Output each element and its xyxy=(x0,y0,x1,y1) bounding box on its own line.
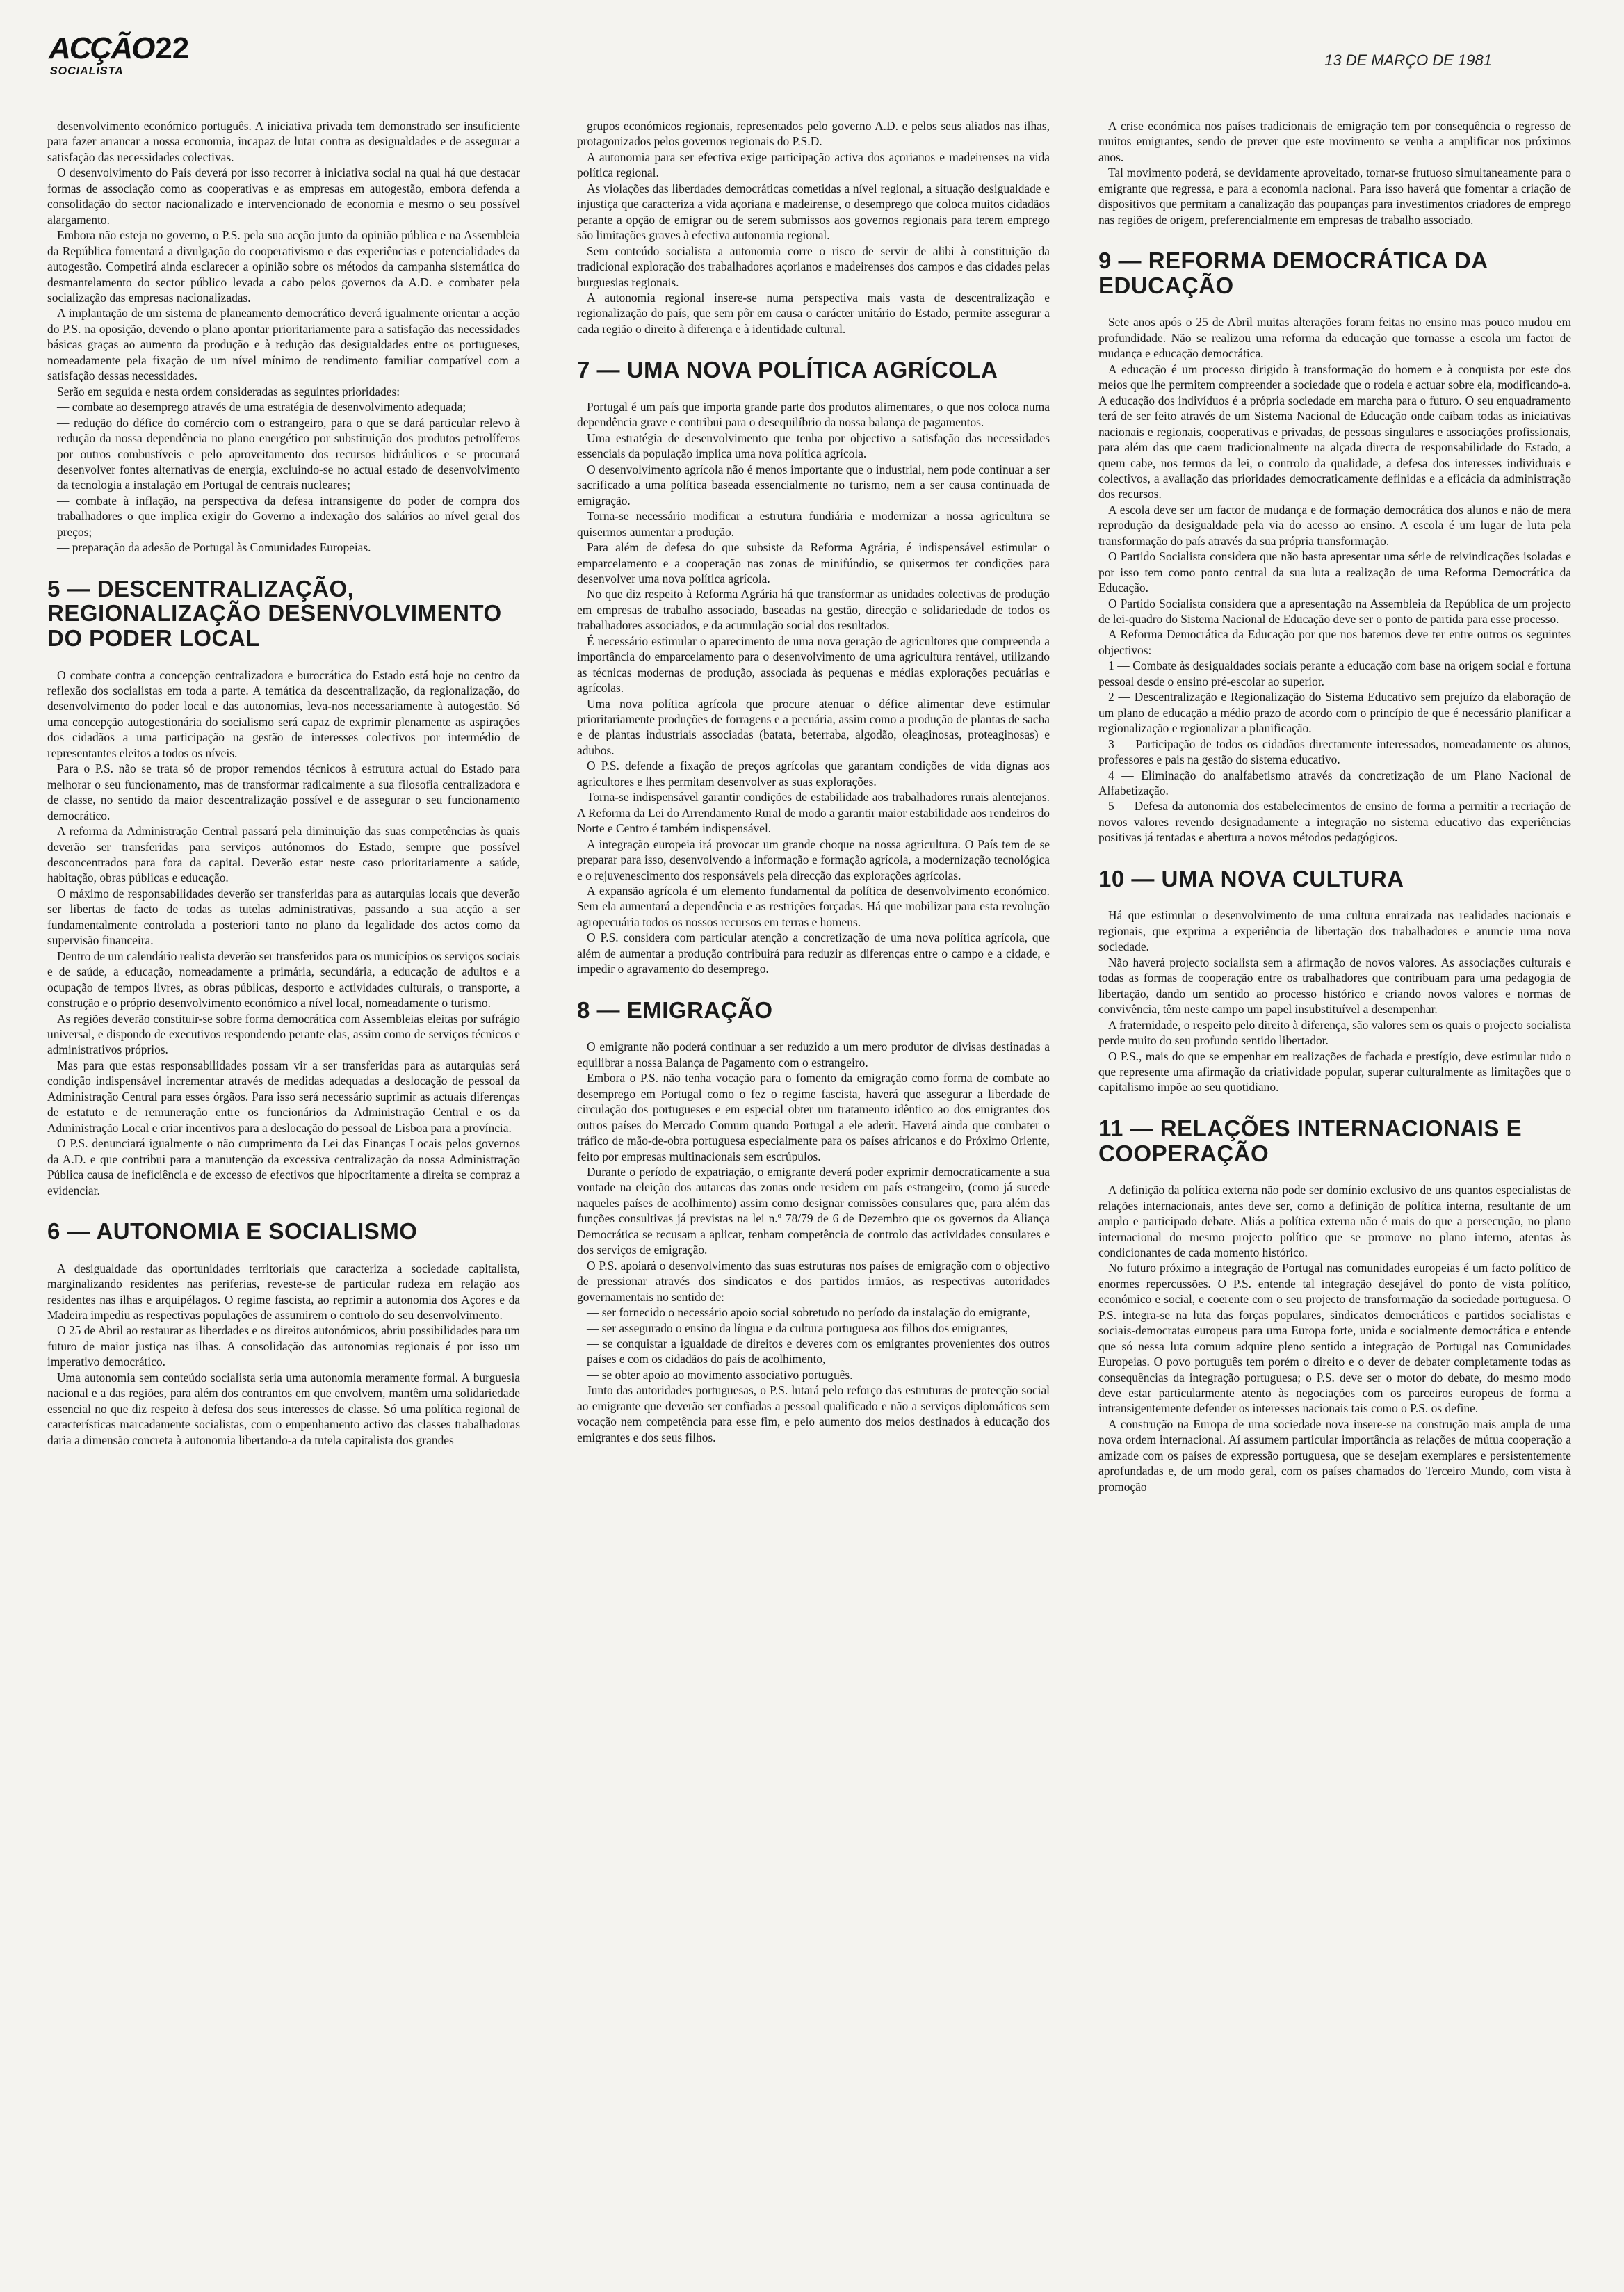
paragraph: No que diz respeito à Reforma Agrária há que transformar as unidades colectivas de produção em empresas de trabalho associado, baseadas na gestão, direcção e solidariedade de todos os trabalhadores associados, e da acumulação social dos resultados. xyxy=(577,587,1050,633)
masthead xyxy=(49,33,189,64)
page-number: 22 xyxy=(155,31,190,65)
list-item: — redução do défice do comércio com o estrangeiro, para o que se dará particular relevo à redução da nossa dependência no plano energético por substituição dos produtos petrolíferos por outros combustíveis e pelo aproveitamento dos recursos hidráulicos e se procurará desenvolver fontes alternativas de energia, excluindo-se no actual estado de desenvolvimento da tecnologia a instalação em Portugal de centrais nucleares; xyxy=(57,415,520,492)
paragraph: O emigrante não poderá continuar a ser reduzido a um mero produtor de divisas destinadas a equilibrar a nossa Balança de Pagamento com o estrangeiro. xyxy=(577,1040,1050,1070)
paragraph: Embora o P.S. não tenha vocação para o fomento da emigração como forma de combate ao desemprego em Portugal como o fez o regime fascista, haverá que assegurar a liberdade de circulação dos portugueses e em especial obter um tratamento idêntico ao dos emigrantes dos outros países do Mercado Comum quando Portugal a ele aderir. Haverá ainda que combater o tráfico de mão-de-obra portuguesa especialmente para os países africanos e do Próximo Oriente, feito por empresas multinacionais sem escrúpulos. xyxy=(577,1071,1050,1163)
list-item: 4 — Eliminação do analfabetismo através da concretização de um Plano Nacional de Alfabetização. xyxy=(1098,768,1571,798)
paragraph: O máximo de responsabilidades deverão ser transferidas para as autarquias locais que deverão ser libertas de facto de todas as tutelas administrativas, passando a sua acção a ser fundamentalmente controlada a posteriori tanto no plano da legalidade dos actos como da supervisão financeira. xyxy=(47,886,520,948)
paragraph: As regiões deverão constituir-se sobre forma democrática com Assembleias eleitas por sufrágio universal, e dispondo de executivos respondendo perante elas, assim como de serviços técnicos e administrativos próprios. xyxy=(47,1011,520,1057)
paragraph: O P.S., mais do que se empenhar em realizações de fachada e prestígio, deve estimular tudo o que represente uma afirmação da criatividade popular, superar culturalmente as limitações que o capitalismo impõe ao seu quotidiano. xyxy=(1098,1049,1571,1095)
paragraph: O Partido Socialista considera que não basta apresentar uma série de reivindicações isoladas e por isso tem como ponto central da sua luta a realização de uma Reforma Democrática da Educação. xyxy=(1098,549,1571,595)
section-heading-10: 10 — UMA NOVA CULTURA xyxy=(1098,865,1404,891)
section-heading-5: 5 — DESCENTRALIZAÇÃO, REGIONALIZAÇÃO DESENVOLVIMENTO DO PODER LOCAL xyxy=(47,575,502,651)
paragraph: O Partido Socialista considera que a apresentação na Assembleia da República de um projecto de lei-quadro do Sistema Nacional de Educação deve ser o ponto de partida para esse processo. xyxy=(1098,596,1571,627)
list-item: 3 — Participação de todos os cidadãos directamente interessados, nomeadamente os alunos, professores e pais na gestão do sistema educativo. xyxy=(1098,736,1571,767)
paragraph: A crise económica nos países tradicionais de emigração tem por consequência o regresso de muitos emigrantes, sendo de prever que este movimento se venha a amplificar nos próximos anos. xyxy=(1098,119,1571,164)
list-item: 2 — Descentralização e Regionalização do Sistema Educativo sem prejuízo da elaboração de um plano de educação a médio prazo de acordo com o princípio de que é necessário planificar a regionalização e regionalizar a planificação. xyxy=(1098,690,1571,736)
paragraph: A educação é um processo dirigido à transformação do homem e à conquista por este dos meios que lhe permitem compreender a sociedade que o rodeia e actuar sobre ela, modificando-a. A educação dos indivíduos é a própria sociedade em marcha para o futuro. O seu enquadramento terá de ser feito através de um Sistema Nacional de Educação onde caibam todas as iniciativas nacionais e regionais, cooperativas e privadas, de pessoas singulares e associações profissionais, para além das que caem tradicionalmente na alçada directa de responsabilidade do Estado, a quem cabe, nos termos da lei, o controlo da qualidade, a defesa dos interesses individuais e colectivos, a avaliação das prioridades democraticamente definidas e a eficácia da administração dos recursos. xyxy=(1098,362,1571,501)
paragraph: O P.S. defende a fixação de preços agrícolas que garantam condições de vida dignas aos agricultores e lhes permitam desenvolver as suas explorações. xyxy=(577,759,1050,789)
list-item: 5 — Defesa da autonomia dos estabelecimentos de ensino de forma a permitir a recriação de novos valores revendo designadamente a integração no sistema educativo das experiências positivas já tentadas e abertura a novos métodos pedagógicos. xyxy=(1098,799,1571,845)
paragraph: A desigualdade das oportunidades territoriais que caracteriza a sociedade capitalista, marginalizando residentes nas periferias, reveste-se de particular rudeza em relação aos residentes nas ilhas e arquipélagos. O regime fascista, ao reprimir a autonomia dos Açores e da Madeira impediu as respectivas populações de assumirem o controlo do seu desenvolvimento. xyxy=(47,1261,520,1322)
paragraph: Não haverá projecto socialista sem a afirmação de novos valores. As associações culturais e todas as formas de cooperação entre os trabalhadores que contribuam para uma pedagogia de libertação, dando um sentido ao processo histórico e criando novos valores e normas de convivência, têm neste campo um papel insubstituível a desempenhar. xyxy=(1098,955,1571,1017)
paragraph: grupos económicos regionais, representados pelo governo A.D. e pelos seus aliados nas ilhas, protagonizados pelos governos regionais do P.S.D. xyxy=(577,119,1050,149)
paragraph: A autonomia para ser efectiva exige participação activa dos açorianos e madeirenses na vida política regional. xyxy=(577,150,1050,180)
paragraph: Torna-se indispensável garantir condições de estabilidade aos trabalhadores rurais alentejanos. A Reforma da Lei do Arrendamento Rural de modo a garantir maior estabilidade aos rendeiros do Norte e Centro é também indispensável. xyxy=(577,790,1050,836)
paragraph: Tal movimento poderá, se devidamente aproveitado, tornar-se frutuoso simultaneamente para o emigrante que regressa, e para a economia nacional. Para isso haverá que fomentar a criação de dispositivos que permitam a canalização das poupanças para investimentos criadores de emprego nas regiões de origem, preferencialmente em empresas de trabalho associado. xyxy=(1098,166,1571,227)
paragraph: Uma autonomia sem conteúdo socialista seria uma autonomia meramente formal. A burguesia nacional e a das regiões, para além dos contrantos em que envolvem, mantêm uma solidariedade essencial no que diz respeito à defesa dos seus interesses de classe. Só uma política regional de características marcadamente socialistas, com o empenhamento activo das classes trabalhadoras daria a dimensão concreta à autonomia libertando-a da tutela capitalista dos grandes xyxy=(47,1370,520,1447)
paragraph: A autonomia regional insere-se numa perspectiva mais vasta de descentralização e regionalização do país, que sem pôr em causa o carácter unitário do Estado, permite assegurar a cada região o direito à diferença e à identidade cultural. xyxy=(577,290,1050,336)
section-heading-11: 11 — RELAÇÕES INTERNACIONAIS E COOPERAÇÃO xyxy=(1098,1115,1522,1166)
paragraph: O combate contra a concepção centralizadora e burocrática do Estado está hoje no centro da reflexão dos socialistas em toda a parte. A temática da descentralização, da regionalização, do desenvolvimento do poder local e das autonomias, leva-nos necessariamente à autogestão. Só uma concepção autogestionária do socialismo será capaz de exprimir plenamente as aspirações dos cidadãos a uma participação na gestão de interesses colectivos por intermédio de representantes eleitos a todos os níveis. xyxy=(47,668,520,760)
list-item: — ser assegurado o ensino da língua e da cultura portuguesa aos filhos dos emigrantes, xyxy=(587,1321,1009,1335)
section-heading-6: 6 — AUTONOMIA E SOCIALISMO xyxy=(47,1218,418,1244)
paragraph: A Reforma Democrática da Educação por que nos batemos deve ter entre outros os seguintes objectivos: xyxy=(1098,627,1571,657)
issue-date: 13 DE MARÇO DE 1981 xyxy=(1324,51,1492,69)
paragraph: Uma estratégia de desenvolvimento que tenha por objectivo a satisfação das necessidades essenciais da população implica uma nova política agrícola. xyxy=(577,430,1050,461)
masthead-logo: ACÇÃO xyxy=(49,31,154,65)
paragraph: As violações das liberdades democráticas cometidas a nível regional, a situação desigualdade e injustiça que caracteriza a vida açoriana e madeirense, o desemprego que coloca muitos cidadãos perante a opção de emigrar ou de serem submissos aos governos regionais para terem emprego são limitações graves à efectiva autonomia regional. xyxy=(577,181,1050,243)
paragraph: A definição da política externa não pode ser domínio exclusivo de uns quantos especialistas de relações internacionais, antes deve ser, como a definição de política interna, resultante de um amplo e participado debate. Aliás a política externa não é mais do que a persecução, no plano internacional do mesmo projecto político que se promove no plano interno, atentas às condicionantes de cada momento histórico. xyxy=(1098,1183,1571,1259)
paragraph: O 25 de Abril ao restaurar as liberdades e os direitos autonómicos, abriu possibilidades para um futuro de maior justiça nas ilhas. A consolidação das autonomias regionais é por isso um imperativo democrático. xyxy=(47,1323,520,1369)
paragraph: Dentro de um calendário realista deverão ser transferidos para os municípios os serviços sociais e de saúde, a educação, nomeadamente a primária, secundária, a educação de adultos e a ocupação de tempos livres, as obras públicas, desporto e actividades culturais, o transporte, a construção e o próprio desenvolvimento económico a nível local, nomeadamente o turismo. xyxy=(47,949,520,1010)
paragraph: desenvolvimento económico português. A iniciativa privada tem demonstrado ser insuficiente para fazer arrancar a nossa economia, incapaz de lutar contra as desigualdades e de assegurar a satisfação das necessidades colectivas. xyxy=(47,119,520,164)
paragraph: A construção na Europa de uma sociedade nova insere-se na construção mais ampla de uma nova ordem internacional. Aí assumem particular importância as relações de mútua cooperação a amizade com os países de expressão portuguesa, que se desejam exemplares e persistentemente aprofundadas e, de um modo geral, com os países chamados do Terceiro Mundo, com vista à promoção xyxy=(1098,1417,1571,1494)
column-3 xyxy=(1098,118,1571,1494)
paragraph: A fraternidade, o respeito pelo direito à diferença, são valores sem os quais o projecto socialista perde muito do seu profundo sentido libertador. xyxy=(1098,1017,1571,1048)
paragraph: Uma nova política agrícola que procure atenuar o défice alimentar deve estimular prioritariamente produções de forragens e a pecuária, assim como a produção de plantas de sacha e de plantas industriais associadas (batata, beterraba, algodão, oleaginosas, proteaginosas) e adubos. xyxy=(577,696,1050,757)
paragraph: A reforma da Administração Central passará pela diminuição das suas competências às quais deverão ser transferidas para serviços autónomos do Estado, sempre que possível desconcentrados para fora da capital. Deverão estar neste caso prioritariamente a saúde, habitação, obras públicas e educação. xyxy=(47,824,520,885)
paragraph: No futuro próximo a integração de Portugal nas comunidades europeias é um facto político de enormes repercussões. O P.S. entende tal integração desejável do ponto de vista político, económico e social, e coerente com o seu projecto de transformação da sociedade portuguesa. O P.S. integra-se na luta das forças populares, sindicatos democráticos e partidos socialistas e sociais-democratas europeus para uma Europa forte, unida e socialmente democrática e entende que só nessa luta comum adquire pleno sentido a integração de Portugal nas Comunidades Europeias. O povo português tem porém o direito e o dever de debater completamente todas as consequências da integração portuguesa; o P.S. deve ser o motor do debate, do mesmo modo deve estar particularmente atento às negociações com os parceiros europeus de forma a intransigentemente defender os interesses nacionais tais como o P.S. os define. xyxy=(1098,1261,1571,1416)
masthead-subtitle: SOCIALISTA xyxy=(50,65,124,77)
list-item: — se obter apoio ao movimento associativo português. xyxy=(587,1367,853,1382)
paragraph: Junto das autoridades portuguesas, o P.S. lutará pelo reforço das estruturas de protecção social ao emigrante que deverão ser confiadas a pessoal qualificado e não a serviços diplomáticos sem vocação nem competência para esse fim, e pelo aumento dos meios destinados à educação dos emigrantes e dos seus filhos. xyxy=(577,1383,1050,1444)
list-item: — combate ao desemprego através de uma estratégia de desenvolvimento adequada; xyxy=(57,400,466,414)
paragraph: Para o P.S. não se trata só de propor remendos técnicos à estrutura actual do Estado para melhorar o seu funcionamento, mas de transformar radicalmente a sua filosofia centralizadora e de classe, no sentido da maior descentralização possível e de assegurar o seu funcionamento democrático. xyxy=(47,761,520,823)
paragraph: A integração europeia irá provocar um grande choque na nossa agricultura. O País tem de se preparar para isso, desenvolvendo a informação e formação agrícola, a modernização tecnológica e o rejuvenescimento dos responsáveis pela direcção das explorações agrícolas. xyxy=(577,837,1050,882)
paragraph: A escola deve ser um factor de mudança e de formação democrática dos alunos e não de mera reprodução da desigualdade pela via do acesso ao ensino. A escola é um lugar de luta pela transformação do país através da sua própria transformação. xyxy=(1098,502,1571,548)
section-heading-9: 9 — REFORMA DEMOCRÁTICA DA EDUCAÇÃO xyxy=(1098,248,1488,298)
list-item: — ser fornecido o necessário apoio social sobretudo no período da instalação do emigrante, xyxy=(587,1305,1030,1320)
paragraph: O P.S. considera com particular atenção a concretização de uma nova política agrícola, que além de aumentar a produção contribuirá para reduzir as diferenças entre o campo e a cidade, e impedir o agravamento do desemprego. xyxy=(577,930,1050,976)
list-item: 1 — Combate às desigualdades sociais perante a educação com base na origem social e fortuna pessoal desde o ensino pré-escolar ao superior. xyxy=(1098,659,1571,688)
section-heading-8: 8 — EMIGRAÇÃO xyxy=(577,996,773,1023)
paragraph: O P.S. denunciará igualmente o não cumprimento da Lei das Finanças Locais pelos governos da A.D. e que contribui para a manutenção da excessiva centralização da nossa Administração Pública causa de ineficiência e de excesso de efectivos que hipocritamente a direita se compraz a evidenciar. xyxy=(47,1136,520,1197)
paragraph: Mas para que estas responsabilidades possam vir a ser transferidas para as autarquias será condição indispensável incrementar através de medidas adequadas a deslocação de pessoal da Administração Central para esses órgãos. Para isso será necessário suprimir as actuais diferenças de estatuto e de remuneração entre os funcionários da Administração Central e os da Administração Local e criar incentivos para a deslocação do pessoal de Lisboa para a província. xyxy=(47,1058,520,1135)
column-2 xyxy=(577,118,1050,1445)
paragraph: Serão em seguida e nesta ordem consideradas as seguintes prioridades: xyxy=(57,384,400,398)
paragraph: Portugal é um país que importa grande parte dos produtos alimentares, o que nos coloca numa dependência grave e contribui para o desequilíbrio da nossa balança de pagamentos. xyxy=(577,399,1050,430)
paragraph: A implantação de um sistema de planeamento democrático deverá igualmente orientar a acção do P.S. na oposição, devendo o plano apontar prioritariamente para a satisfação das necessidades básicas graças ao aumento da produção e à redução das desigualdades entre os portugueses, nomeadamente pela fixação de um nível mínimo de rendimento familiar compatível com a satisfação dessas necessidades. xyxy=(47,306,520,383)
list-item: — se conquistar a igualdade de direitos e deveres com os emigrantes provenientes dos outros países e com os cidadãos do país de acolhimento, xyxy=(587,1336,1050,1366)
paragraph: Há que estimular o desenvolvimento de uma cultura enraizada nas realidades nacionais e regionais, que exprima a experiência de libertação dos trabalhadores e anuncie uma nova sociedade. xyxy=(1098,908,1571,954)
section-heading-7: 7 — UMA NOVA POLÍTICA AGRÍCOLA xyxy=(577,357,998,383)
column-1 xyxy=(47,118,520,1448)
paragraph: Durante o período de expatriação, o emigrante deverá poder exprimir democraticamente a sua vontade na eleição dos autarcas das zonas onde residem em país estrangeiro, (como já sucede naqueles países de acolhimento) assim como designar comissões consulares que, para além das funções consultivas já previstas na lei n.º 78/79 de 6 de Dezembro que os governos da Aliança Democrática se recusam a aplicar, tenham competência de controlo das actividades consulares e dos serviços de emigração. xyxy=(577,1164,1050,1257)
paragraph: O desenvolvimento agrícola não é menos importante que o industrial, nem pode continuar a ser sacrificado a uma política baseada essencialmente no turismo, nem a ser causa continuada de emigração. xyxy=(577,462,1050,508)
paragraph: Sem conteúdo socialista a autonomia corre o risco de servir de alibi à constituição da tradicional exploração dos trabalhadores açorianos e madeirenses dos campos e das cidades pelas burguesias regionais. xyxy=(577,243,1050,289)
paragraph: Torna-se necessário modificar a estrutura fundiária e modernizar a nossa agricultura se quisermos aumentar a produção. xyxy=(577,509,1050,539)
list-item: — combate à inflação, na perspectiva da defesa intransigente do poder de compra dos trabalhadores o que implica exigir do Governo a indexação dos salários ao nível geral dos preços; xyxy=(57,493,520,539)
paragraph: Embora não esteja no governo, o P.S. pela sua acção junto da opinião pública e na Assembleia da República fomentará a divulgação do cooperativismo e das experiências e potencialidades da autogestão. Competirá ainda esclarecer a opinião sobre os métodos da campanha sistemática do desmantelamento do sector público levada a cabo pelos governos da A.D. e combater pela socialização das empresas nacionalizadas. xyxy=(47,228,520,305)
paragraph: Para além de defesa do que subsiste da Reforma Agrária, é indispensável estimular o emparcelamento e a cooperação nas zonas de minifúndio, se quisermos ter condições para desenvolver uma nova política agrícola. xyxy=(577,540,1050,586)
paragraph: A expansão agrícola é um elemento fundamental da política de desenvolvimento económico. Sem ela aumentará a dependência e as restrições forçadas. Há que mobilizar para esta revolução agropecuária todos os nossos recursos em terras e homens. xyxy=(577,884,1050,929)
list-item: — preparação da adesão de Portugal às Comunidades Europeias. xyxy=(57,540,371,555)
paragraph: O P.S. apoiará o desenvolvimento das suas estruturas nos países de emigração com o objectivo de pressionar através dos sindicatos e dos partidos irmãos, as respectivas autoridades governamentais no sentido de: xyxy=(577,1258,1050,1304)
paragraph: O desenvolvimento do País deverá por isso recorrer à iniciativa social na qual há que destacar formas de associação como as cooperativas e as empresas em autogestão, embora defenda a consolidação do sector nacionalizado e intervencionado de economia e mesmo o seu possível alargamento. xyxy=(47,166,520,227)
paragraph: Sete anos após o 25 de Abril muitas alterações foram feitas no ensino mas pouco mudou em profundidade. Não se realizou uma reforma da educação que tornasse a escola um factor de mudança e educação democrática. xyxy=(1098,315,1571,361)
paragraph: É necessário estimular o aparecimento de uma nova geração de agricultores que compreenda a importância do emparcelamento para o desenvolvimento de uma agricultura rentável, utilizando as técnicas modernas de produção, associada às pequenas e médias explorações pecuárias e agrícolas. xyxy=(577,633,1050,695)
